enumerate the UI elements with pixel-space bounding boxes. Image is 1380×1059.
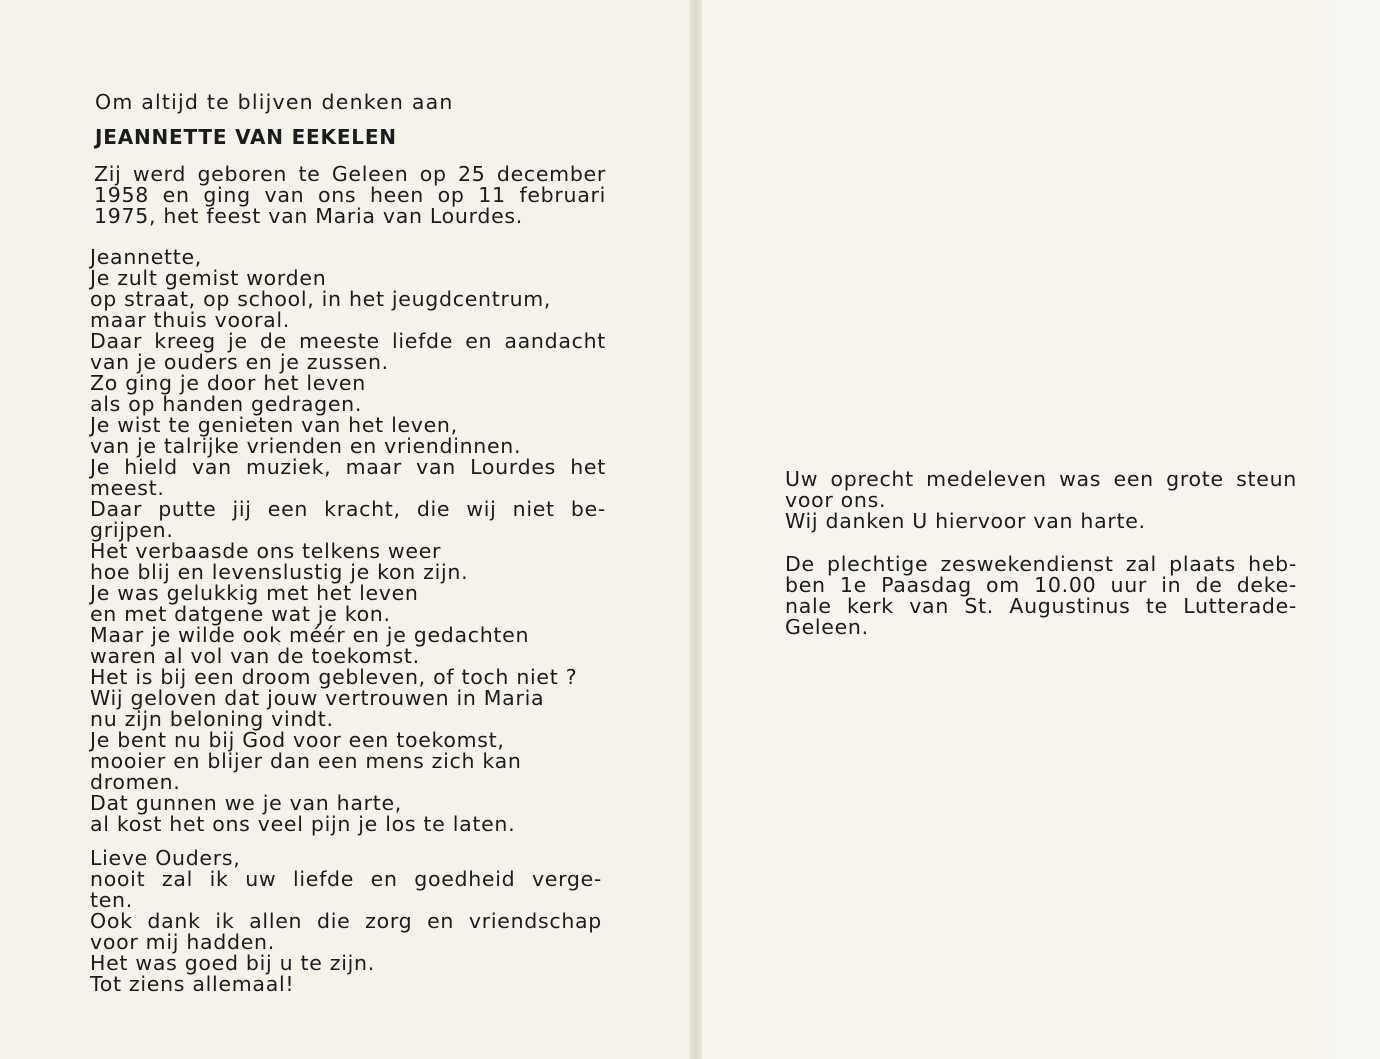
- text-line: Maar je wilde ook méér en je gedachten: [90, 623, 530, 647]
- farewell-paragraph: [90, 848, 602, 995]
- text-line: Uw oprecht medeleven was een grote steun: [785, 467, 1297, 491]
- text-line: Geleen.: [785, 615, 869, 639]
- text-line: Je wist te genieten van het leven,: [90, 413, 458, 437]
- text-line: Je was gelukkig met het leven: [90, 581, 419, 605]
- text-line: voor mij hadden.: [90, 930, 275, 954]
- text-line: nu zijn beloning vindt.: [90, 707, 334, 731]
- deceased-name: JEANNETTE VAN EEKELEN: [95, 125, 397, 149]
- text-line: De plechtige zeswekendienst zal plaats heb-: [785, 552, 1297, 576]
- text-line: Het is bij een droom gebleven, of toch niet ?: [90, 665, 578, 689]
- text-line: Daar putte jij een kracht, die wij niet be-: [90, 497, 606, 521]
- intro-line: Om altijd te blijven denken aan: [95, 90, 454, 114]
- text-line: nooit zal ik uw liefde en goedheid verge-: [90, 867, 602, 891]
- text-line: Je bent nu bij God voor een toekomst,: [90, 728, 505, 752]
- text-line: mooier en blijer dan een mens zich kan: [90, 749, 522, 773]
- text-line: Dat gunnen we je van harte,: [90, 791, 402, 815]
- text-line: meest.: [90, 476, 165, 500]
- text-line: en met datgene wat je kon.: [90, 602, 391, 626]
- text-line: voor ons.: [785, 488, 887, 512]
- text-line: van je ouders en je zussen.: [90, 350, 389, 374]
- text-line: hoe blij en levenslustig je kon zijn.: [90, 560, 469, 584]
- text-line: al kost het ons veel pijn je los te laten.: [90, 812, 516, 836]
- text-line: 1975, het feest van Maria van Lourdes.: [94, 204, 523, 228]
- text-line: op straat, op school, in het jeugdcentrum,: [90, 287, 552, 311]
- text-line: Zo ging je door het leven: [90, 371, 366, 395]
- text-line: waren al vol van de toekomst.: [90, 644, 420, 668]
- text-line: Zij werd geboren te Geleen op 25 december: [94, 162, 606, 186]
- text-line: Het was goed bij u te zijn.: [90, 951, 375, 975]
- text-line: Daar kreeg je de meeste liefde en aandacht: [90, 329, 606, 353]
- text-line: als op handen gedragen.: [90, 392, 363, 416]
- text-line: ben 1e Paasdag om 10.00 uur in de deke-: [785, 573, 1297, 597]
- text-line: 1958 en ging van ons heen op 11 februari: [94, 183, 606, 207]
- text-line: Ook dank ik allen die zorg en vriendschap: [90, 909, 602, 933]
- service-paragraph: [785, 554, 1297, 638]
- card-edge: [1330, 0, 1380, 1059]
- text-line: maar thuis vooral.: [90, 308, 290, 332]
- poem-paragraph: [90, 247, 606, 835]
- text-line: dromen.: [90, 770, 181, 794]
- card-fold: [690, 0, 702, 1059]
- text-line: Tot ziens allemaal!: [90, 972, 295, 996]
- text-line: van je talrijke vrienden en vriendinnen.: [90, 434, 522, 458]
- text-line: ten.: [90, 888, 133, 912]
- text-line: Wij danken U hiervoor van harte.: [785, 509, 1146, 533]
- text-line: grijpen.: [90, 518, 174, 542]
- thanks-paragraph: [785, 469, 1297, 532]
- text-line: Je zult gemist worden: [90, 266, 327, 290]
- text-line: Wij geloven dat jouw vertrouwen in Maria: [90, 686, 545, 710]
- text-line: Lieve Ouders,: [90, 846, 241, 870]
- text-line: Het verbaasde ons telkens weer: [90, 539, 442, 563]
- text-line: nale kerk van St. Augustinus te Lutterade-: [785, 594, 1297, 618]
- text-line: Je hield van muziek, maar van Lourdes het: [90, 455, 606, 479]
- birth-paragraph: [94, 164, 606, 227]
- text-line: Jeannette,: [90, 245, 203, 269]
